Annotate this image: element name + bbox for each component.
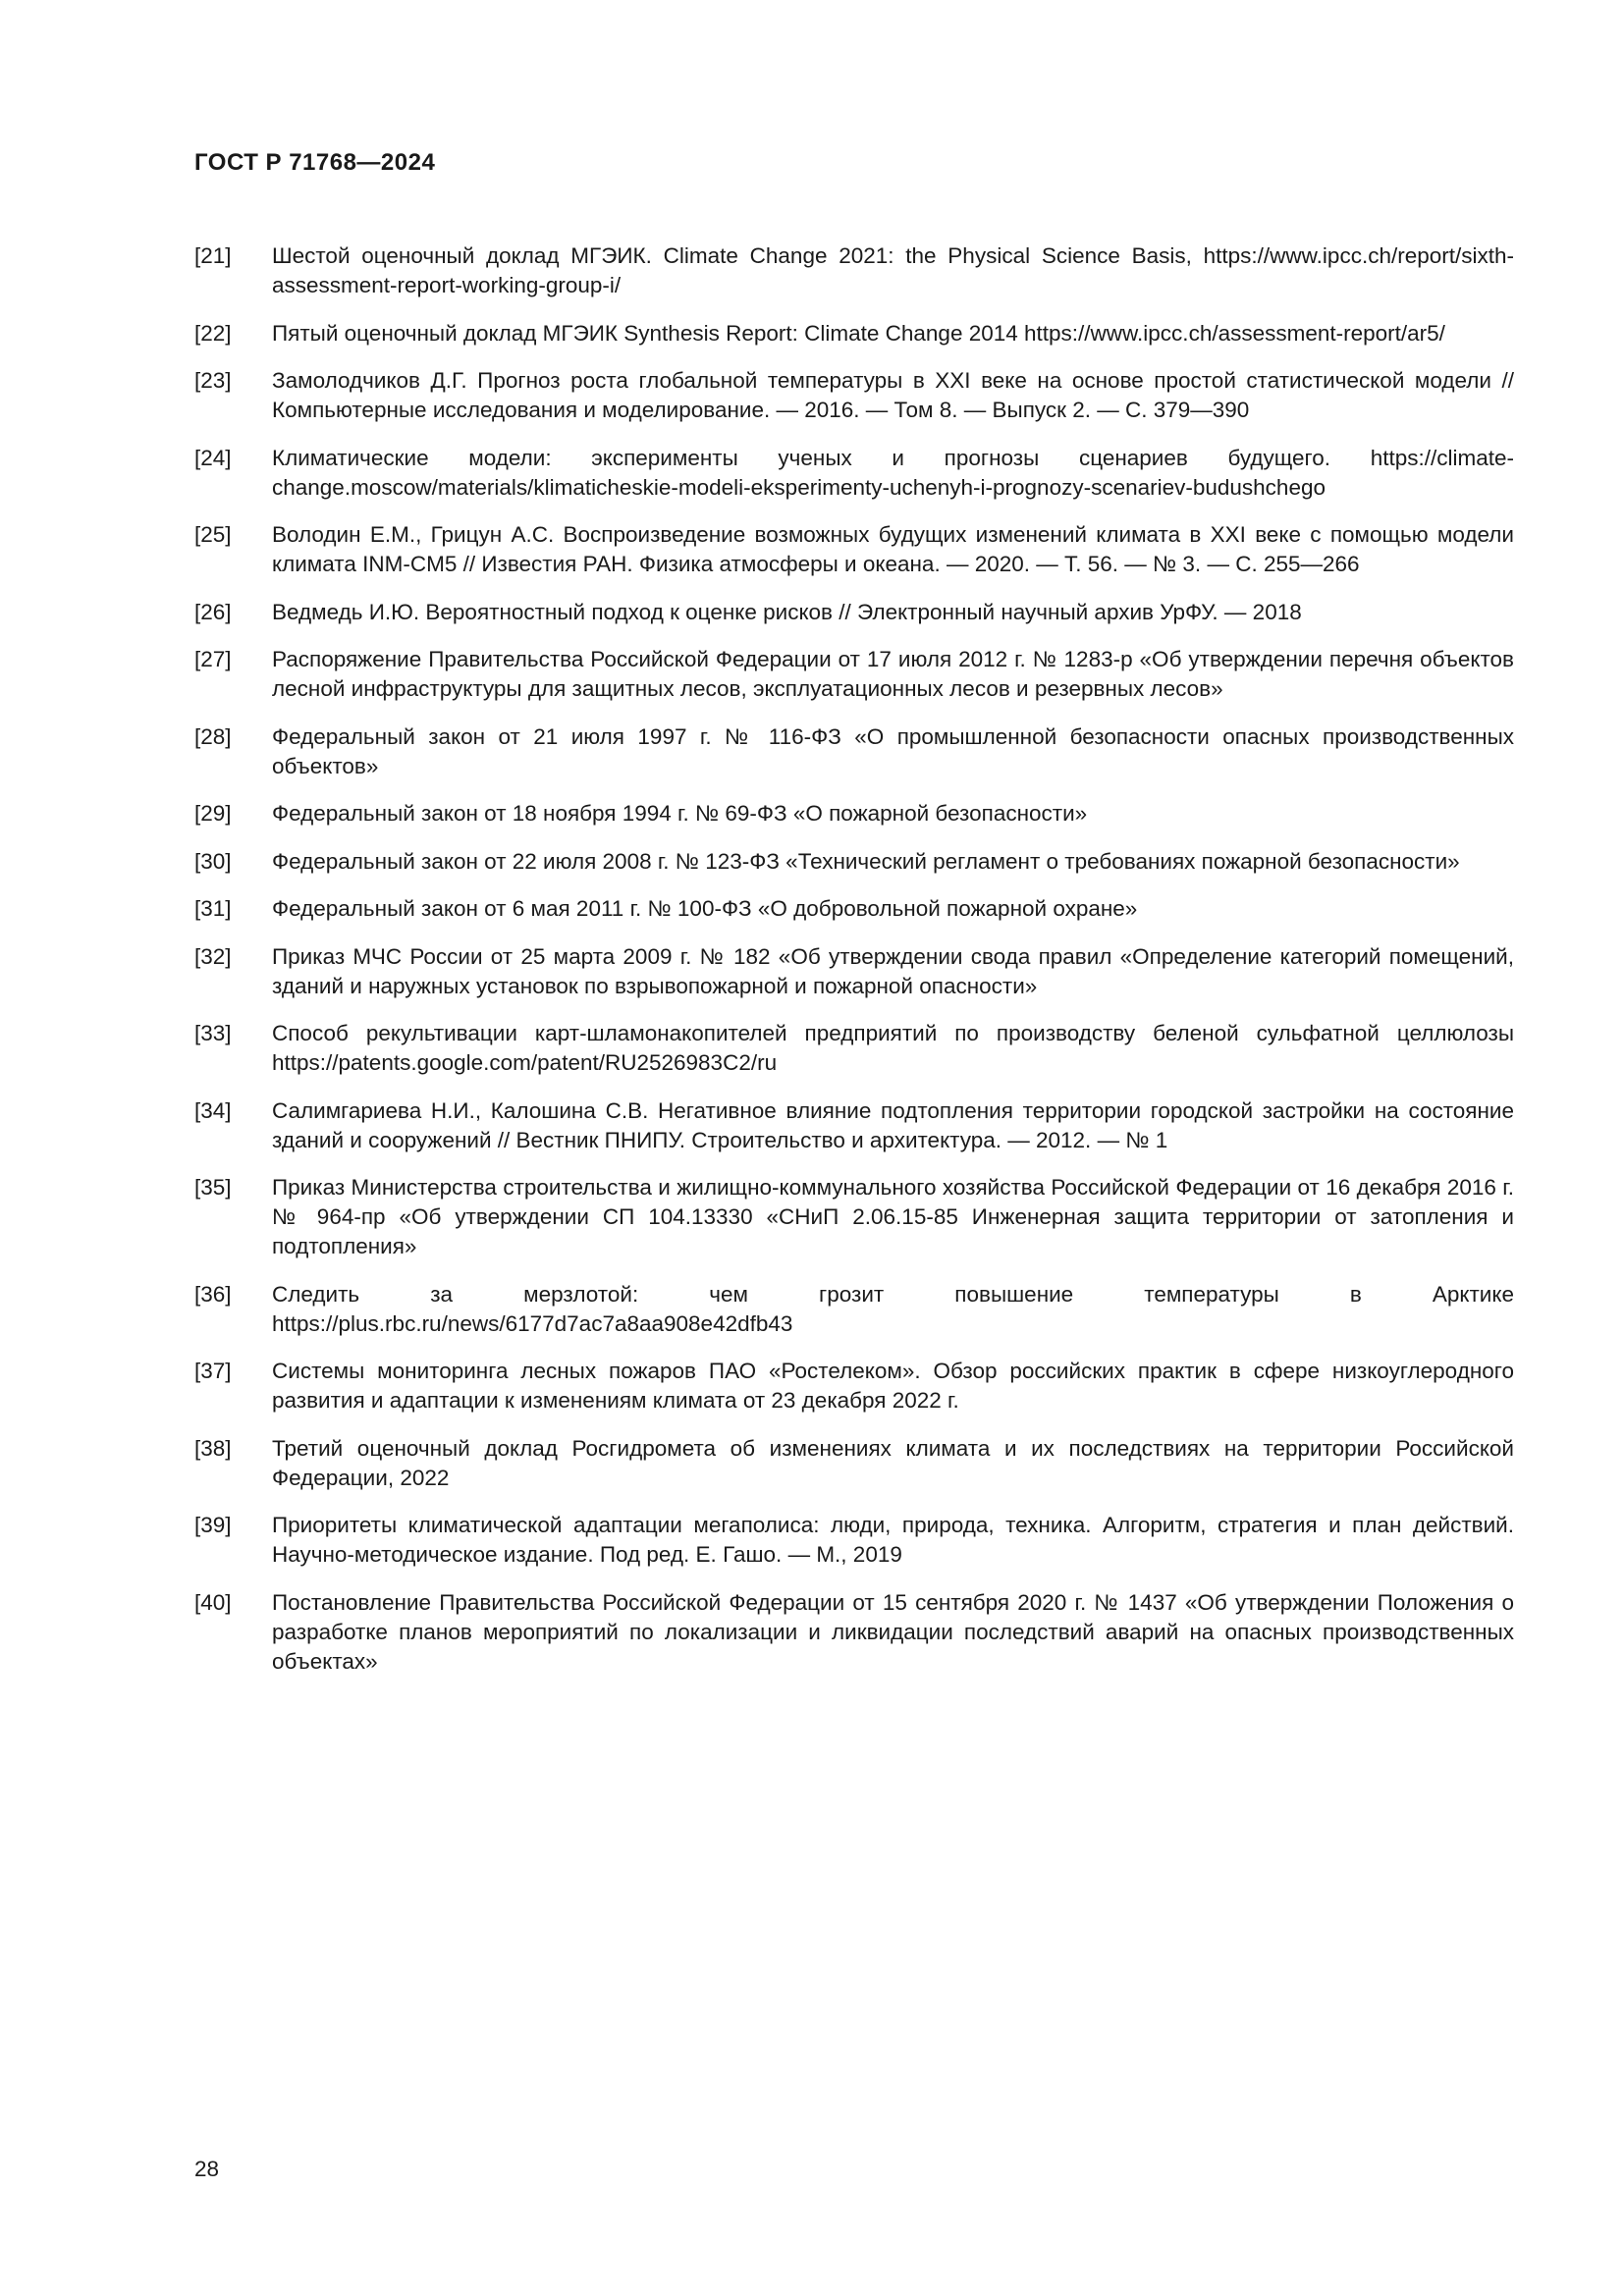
reference-number: [39] [194, 1513, 232, 1537]
reference-text: Приказ МЧС России от 25 марта 2009 г. № 182 «Об утверждении свода правил «Определение категорий помещений, зданий и наружных установок по взрывопожарной и пожарной опасности» [272, 943, 1514, 998]
reference-item [194, 319, 1514, 348]
reference-item [194, 444, 1514, 503]
reference-item [194, 847, 1514, 877]
reference-number: [27] [194, 647, 232, 671]
reference-text: Федеральный закон от 21 июля 1997 г. № 116-ФЗ «О промышленной безопасности опасных производственных объектов» [272, 723, 1514, 778]
reference-number: [30] [194, 848, 232, 874]
reference-number: [38] [194, 1435, 232, 1461]
reference-item [194, 1511, 1514, 1570]
reference-text: Ведмедь И.Ю. Вероятностный подход к оценке рисков // Электронный научный архив УрФУ. — 2018 [272, 599, 1302, 624]
reference-item [194, 598, 1514, 627]
reference-number: [28] [194, 723, 232, 749]
reference-number: [34] [194, 1097, 232, 1123]
reference-text: Федеральный закон от 22 июля 2008 г. № 123-ФЗ «Технический регламент о требованиях пожарной безопасности» [272, 848, 1460, 874]
reference-item [194, 1588, 1514, 1677]
reference-item [194, 1096, 1514, 1155]
reference-number: [21] [194, 243, 232, 268]
reference-number: [36] [194, 1281, 232, 1307]
reference-text: Системы мониторинга лесных пожаров ПАО «Ростелеком». Обзор российских практик в сфере низкоуглеродного развития и адаптации к изменениям климата от 23 декабря 2022 г. [272, 1359, 1514, 1413]
reference-text: Климатические модели: эксперименты ученых и прогнозы сценариев будущего. https://climate-change.moscow/materials/klimaticheskie-modeli-eksperimenty-uchenyh-i-prognozy-scenariev-budushchego [272, 445, 1514, 500]
document-header: ГОСТ Р 71768—2024 [194, 149, 436, 176]
reference-number: [29] [194, 801, 232, 826]
reference-item [194, 1357, 1514, 1415]
reference-item [194, 1280, 1514, 1339]
reference-item [194, 1173, 1514, 1261]
reference-item [194, 1019, 1514, 1078]
reference-item [194, 722, 1514, 781]
reference-number: [32] [194, 943, 232, 969]
reference-number: [40] [194, 1589, 232, 1615]
reference-item [194, 520, 1514, 579]
reference-text: Володин Е.М., Грицун А.С. Воспроизведение возможных будущих изменений климата в XXI веке с помощью модели климата INM-CM5 // Известия РАН. Физика атмосферы и океана. — 2020. — Т. 56. — № 3. — С. 255—266 [272, 522, 1514, 576]
reference-text: Способ рекультивации карт-шламонакопителей предприятий по производству беленой сульфатной целлюлозы https://patents.google.com/patent/RU2526983C2/ru [272, 1021, 1514, 1075]
page-number: 28 [194, 2157, 220, 2181]
reference-text: Салимгариева Н.И., Калошина С.В. Негативное влияние подтопления территории городской застройки на состояние зданий и сооружений // Вестник ПНИПУ. Строительство и архитектура. — 2012. — № 1 [272, 1097, 1514, 1152]
reference-text: Федеральный закон от 6 мая 2011 г. № 100-ФЗ «О добровольной пожарной охране» [272, 896, 1138, 921]
reference-item [194, 241, 1514, 300]
reference-number: [23] [194, 368, 232, 393]
reference-number: [24] [194, 445, 232, 470]
reference-item [194, 645, 1514, 704]
reference-text: Распоряжение Правительства Российской Федерации от 17 июля 2012 г. № 1283-р «Об утверждении перечня объектов лесной инфраструктуры для защитных лесов, эксплуатационных лесов и резервных лесов» [272, 647, 1514, 701]
reference-number: [35] [194, 1175, 232, 1200]
reference-text: Следить за мерзлотой: чем грозит повышение температуры в Арктике https://plus.rbc.ru/news/6177d7ac7a8aa908e42dfb43 [272, 1281, 1514, 1336]
reference-item [194, 1434, 1514, 1493]
reference-number: [37] [194, 1359, 232, 1383]
reference-text: Пятый оценочный доклад МГЭИК Synthesis Report: Climate Change 2014 https://www.ipcc.ch/assessment-report/ar5/ [272, 320, 1445, 346]
reference-item [194, 942, 1514, 1001]
reference-text: Федеральный закон от 18 ноября 1994 г. № 69-ФЗ «О пожарной безопасности» [272, 801, 1088, 826]
reference-text: Шестой оценочный доклад МГЭИК. Climate Change 2021: the Physical Science Basis, https://www.ipcc.ch/report/sixth-assessment-report-working-group-i/ [272, 243, 1514, 297]
reference-item [194, 799, 1514, 828]
reference-text: Третий оценочный доклад Росгидромета об изменениях климата и их последствиях на территории Российской Федерации, 2022 [272, 1435, 1514, 1490]
reference-text: Постановление Правительства Российской Федерации от 15 сентября 2020 г. № 1437 «Об утверждении Положения о разработке планов мероприятий по локализации и ликвидации последствий аварий на опасных производственных объектах» [272, 1589, 1514, 1674]
reference-number: [33] [194, 1021, 232, 1045]
reference-number: [25] [194, 522, 232, 547]
reference-number: [26] [194, 599, 232, 624]
reference-text: Приказ Министерства строительства и жилищно-коммунального хозяйства Российской Федерации от 16 декабря 2016 г. № 964-пр «Об утверждении СП 104.13330 «СНиП 2.06.15-85 Инженерная защита территории от затопления и подтопления» [272, 1175, 1514, 1258]
reference-number: [22] [194, 320, 232, 346]
reference-number: [31] [194, 896, 232, 921]
reference-item [194, 894, 1514, 924]
reference-text: Приоритеты климатической адаптации мегаполиса: люди, природа, техника. Алгоритм, стратегия и план действий. Научно-методическое издание. Под ред. Е. Гашо. — М., 2019 [272, 1513, 1514, 1567]
bibliography-list [194, 241, 1514, 1694]
reference-item [194, 366, 1514, 425]
reference-text: Замолодчиков Д.Г. Прогноз роста глобальной температуры в XXI веке на основе простой статистической модели // Компьютерные исследования и моделирование. — 2016. — Том 8. — Выпуск 2. — С. 379—390 [272, 368, 1514, 422]
